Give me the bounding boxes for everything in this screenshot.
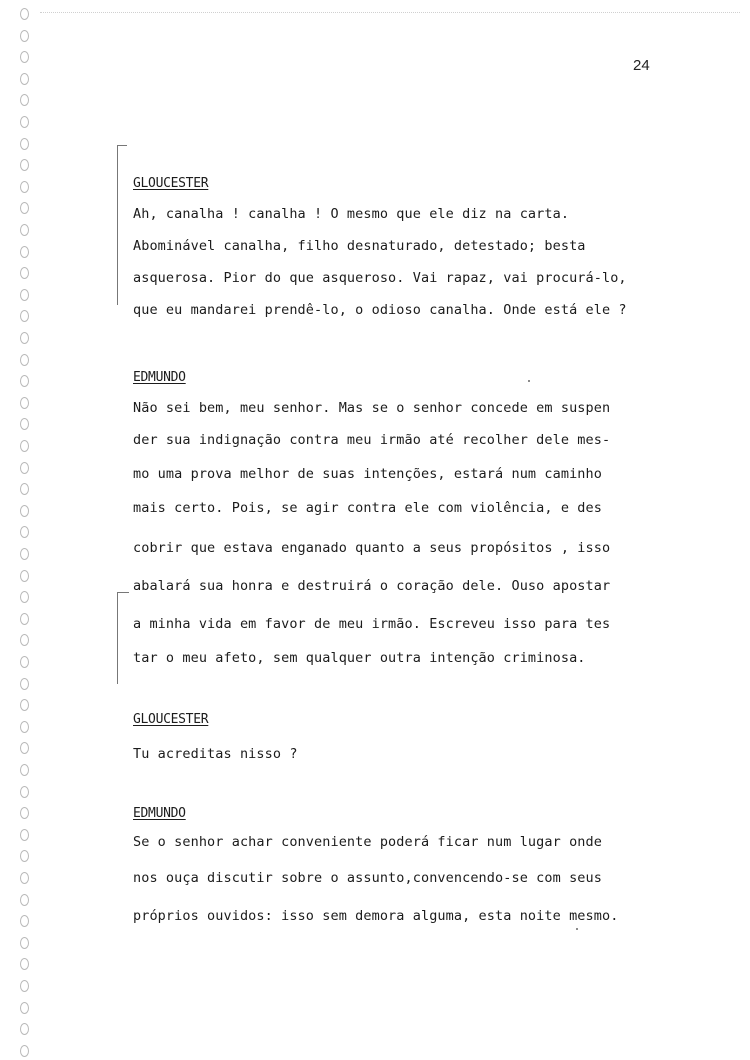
binder-hole — [20, 634, 29, 646]
binder-hole — [20, 1045, 29, 1057]
dialogue-line: Não sei bem, meu senhor. Mas se o senhor concede em suspen — [133, 400, 611, 416]
page-number: 24 — [633, 57, 650, 74]
dialogue-line: asquerosa. Pior do que asqueroso. Vai rapaz, vai procurá-lo, — [133, 270, 627, 286]
binder-hole — [20, 181, 29, 193]
dialogue-line: Tu acreditas nisso ? — [133, 746, 298, 762]
binder-hole — [20, 51, 29, 63]
binder-holes — [18, 0, 36, 1060]
binder-hole — [20, 526, 29, 538]
dialogue-line: der sua indignação contra meu irmão até recolher dele mes- — [133, 432, 611, 448]
margin-bracket-top — [117, 592, 129, 593]
binder-hole — [20, 915, 29, 927]
margin-bracket — [117, 592, 118, 684]
binder-hole — [20, 721, 29, 733]
binder-hole — [20, 138, 29, 150]
binder-hole — [20, 73, 29, 85]
binder-hole — [20, 8, 29, 20]
binder-hole — [20, 1023, 29, 1035]
binder-hole — [20, 483, 29, 495]
binder-hole — [20, 742, 29, 754]
top-edge-line — [40, 12, 740, 13]
margin-bracket-top — [117, 145, 127, 146]
pencil-mark — [528, 380, 530, 382]
dialogue-line: que eu mandarei prendê-lo, o odioso canalha. Onde está ele ? — [133, 302, 627, 318]
binder-hole — [20, 289, 29, 301]
dialogue-line: Abominável canalha, filho desnaturado, detestado; besta — [133, 238, 586, 254]
dialogue-line: próprios ouvidos: isso sem demora alguma, esta noite mesmo. — [133, 908, 619, 924]
binder-hole — [20, 375, 29, 387]
binder-hole — [20, 548, 29, 560]
binder-hole — [20, 656, 29, 668]
pencil-mark — [576, 928, 578, 930]
dialogue-line: mais certo. Pois, se agir contra ele com violência, e des — [133, 500, 602, 516]
binder-hole — [20, 332, 29, 344]
speaker-name: EDMUNDO — [133, 370, 186, 385]
dialogue-line: abalará sua honra e destruirá o coração dele. Ouso apostar — [133, 578, 611, 594]
binder-hole — [20, 699, 29, 711]
binder-hole — [20, 354, 29, 366]
binder-hole — [20, 505, 29, 517]
dialogue-line: mo uma prova melhor de suas intenções, estará num caminho — [133, 466, 602, 482]
binder-hole — [20, 937, 29, 949]
binder-hole — [20, 224, 29, 236]
binder-hole — [20, 246, 29, 258]
binder-hole — [20, 440, 29, 452]
binder-hole — [20, 678, 29, 690]
dialogue-line: tar o meu afeto, sem qualquer outra intenção criminosa. — [133, 650, 586, 666]
binder-hole — [20, 591, 29, 603]
binder-hole — [20, 570, 29, 582]
binder-hole — [20, 159, 29, 171]
binder-hole — [20, 418, 29, 430]
binder-hole — [20, 202, 29, 214]
binder-hole — [20, 807, 29, 819]
dialogue-line: Se o senhor achar conveniente poderá ficar num lugar onde — [133, 834, 602, 850]
binder-hole — [20, 829, 29, 841]
binder-hole — [20, 267, 29, 279]
binder-hole — [20, 1002, 29, 1014]
dialogue-line: cobrir que estava enganado quanto a seus propósitos , isso — [133, 540, 611, 556]
binder-hole — [20, 462, 29, 474]
speaker-name: EDMUNDO — [133, 806, 186, 821]
binder-hole — [20, 958, 29, 970]
speaker-name: GLOUCESTER — [133, 712, 209, 727]
dialogue-line: nos ouça discutir sobre o assunto,convencendo-se com seus — [133, 870, 602, 886]
dialogue-line: a minha vida em favor de meu irmão. Escreveu isso para tes — [133, 616, 611, 632]
binder-hole — [20, 980, 29, 992]
binder-hole — [20, 613, 29, 625]
binder-hole — [20, 116, 29, 128]
binder-hole — [20, 310, 29, 322]
binder-hole — [20, 764, 29, 776]
binder-hole — [20, 397, 29, 409]
dialogue-line: Ah, canalha ! canalha ! O mesmo que ele diz na carta. — [133, 206, 570, 222]
binder-hole — [20, 786, 29, 798]
binder-hole — [20, 30, 29, 42]
speaker-name: GLOUCESTER — [133, 176, 209, 191]
margin-bracket — [117, 145, 118, 305]
binder-hole — [20, 894, 29, 906]
binder-hole — [20, 94, 29, 106]
binder-hole — [20, 872, 29, 884]
binder-hole — [20, 850, 29, 862]
